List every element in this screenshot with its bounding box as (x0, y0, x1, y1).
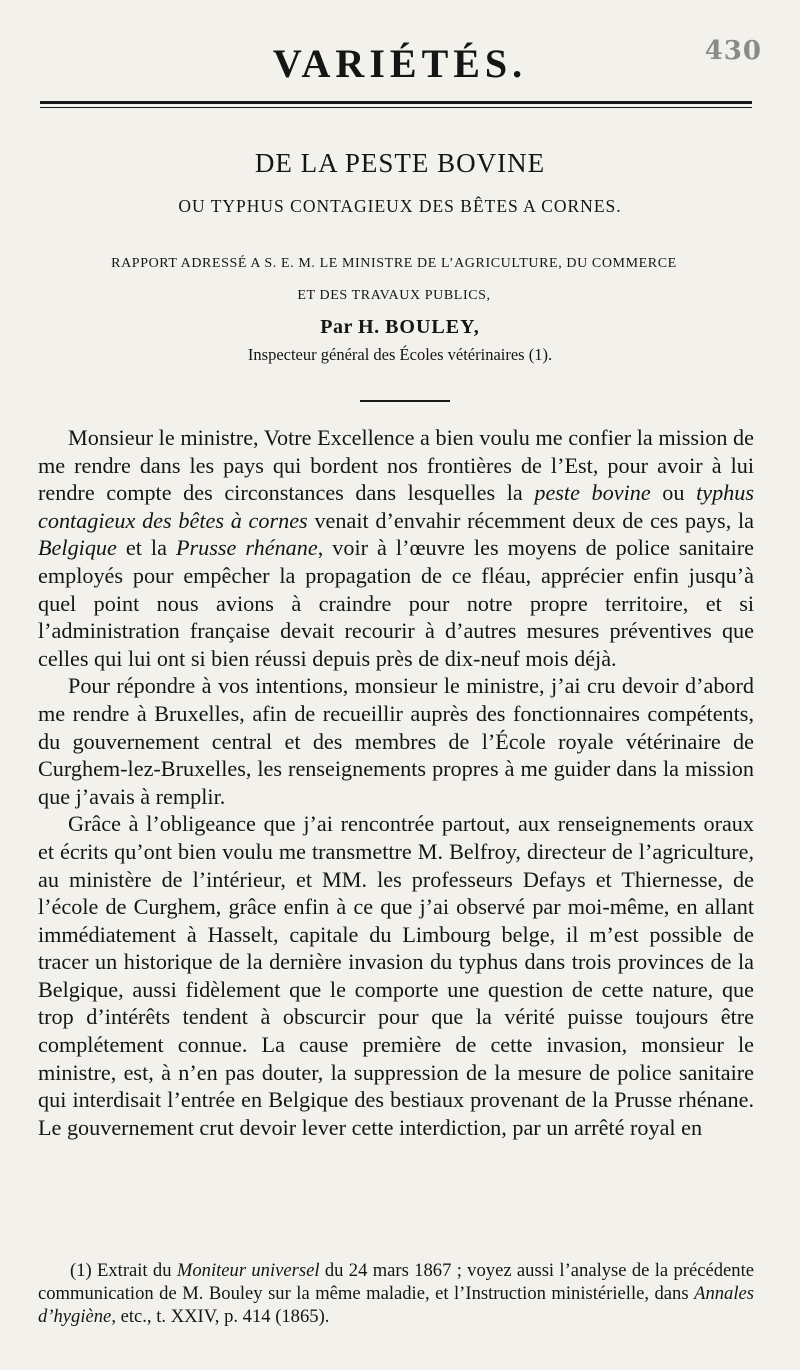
p1-italic-belgique: Belgique (38, 535, 117, 561)
page-number: 430 (704, 36, 762, 66)
report-heading (34, 248, 754, 312)
author-name: BOULEY, (385, 316, 480, 338)
section-divider (360, 400, 450, 402)
footnote (38, 1259, 754, 1328)
article-body (38, 424, 754, 1141)
p1-italic-prusse: Prusse rhénane (175, 535, 318, 561)
p1-text-c: venait d’envahir récemment deux de ces pays, la (307, 507, 754, 533)
p1-italic-typhus: typhus contagieux des bêtes à cornes (38, 480, 754, 533)
header-rule-thick (40, 101, 752, 104)
p1-text-d: et la (116, 535, 176, 561)
p1-text-b: ou (650, 480, 697, 506)
author-prefix: Par H. (320, 316, 380, 338)
author-line (0, 316, 800, 339)
report-line-1: RAPPORT ADRESSÉ A S. E. M. LE MINISTRE DE L’AGRICULTURE, DU COMMERCE (111, 256, 677, 271)
p1-italic-peste-bovine: peste bovine (534, 480, 651, 506)
footnote-text-a: (1) Extrait du (70, 1260, 177, 1281)
footnote-italic-annales: Annales d’hygiène (38, 1283, 754, 1327)
p1-text-e: , voir à l’œuvre les moyens de police sanitaire employés pour empêcher la propagation de ce fléau, apprécier enfin jusqu’à quel point nous avions à craindre pour notre propre territoire, et si l’administration française devait recourir à d’autres mesures préventives que celles qui lui ont si bien réussi depuis près de dix-neuf mois déjà. (38, 535, 755, 671)
footnote-text-b: du 24 mars 1867 ; voyez aussi l’analyse de la précédente communication de M. Bouley sur la même maladie, et l’Instruction ministérielle, dans (38, 1260, 754, 1304)
footnote-1 (38, 1259, 754, 1328)
article-title: DE LA PESTE BOVINE (254, 148, 546, 178)
footnote-italic-moniteur: Moniteur universel (176, 1260, 320, 1281)
author-affiliation: Inspecteur général des Écoles vétérinaires (1). (247, 345, 553, 364)
footnote-text-c: , etc., t. XXIV, p. 414 (1865). (111, 1306, 330, 1327)
p1-text-a: Monsieur le ministre, Votre Excellence a bien voulu me confier la mission de me rendre dans les pays qui bordent nos frontières de l’Est, pour avoir à lui rendre compte des circonstances dans lesquelles la (38, 425, 754, 506)
paragraph-1 (38, 424, 754, 672)
header-rule-thin (40, 107, 752, 108)
report-line-2: ET DES TRAVAUX PUBLICS, (297, 288, 491, 303)
paragraph-2: Pour répondre à vos intentions, monsieur le ministre, j’ai cru devoir d’abord me rendre à Bruxelles, afin de recueillir auprès des fonctionnaires compétents, du gouvernement central et des membres de l’École royale vétérinaire de Curghem-lez-Bruxelles, les renseignements propres à me guider dans la mission que j’avais à remplir. (38, 673, 754, 809)
article-subtitle: OU TYPHUS CONTAGIEUX DES BÊTES A CORNES. (178, 196, 622, 216)
section-title: VARIÉTÉS. (272, 41, 528, 86)
paragraph-3: Grâce à l’obligeance que j’ai rencontrée partout, aux renseignements oraux et écrits qu’ont bien voulu me transmettre M. Belfroy, directeur de l’agriculture, au ministère de l’intérieur, et MM. les professeurs Defays et Thiernesse, de l’école de Curghem, grâce enfin à ce que j’ai observé par moi-même, en allant immédiatement à Hasselt, capitale du Limbourg belge, il m’est possible de tracer un historique de la dernière invasion du typhus dans trois provinces de la Belgique, aussi fidèlement que le comporte une question de cette nature, que trop d’intérêts tendent à obscurcir pour que la vérité puisse toujours être complétement connue. La cause première de cette invasion, monsieur le ministre, est, à n’en pas douter, la suppression de la mesure de police sanitaire qui interdisait l’entrée en Belgique des bestiaux provenant de la Prusse rhénane. Le gouvernement crut devoir lever cette interdiction, par un arrêté royal en (38, 811, 754, 1140)
